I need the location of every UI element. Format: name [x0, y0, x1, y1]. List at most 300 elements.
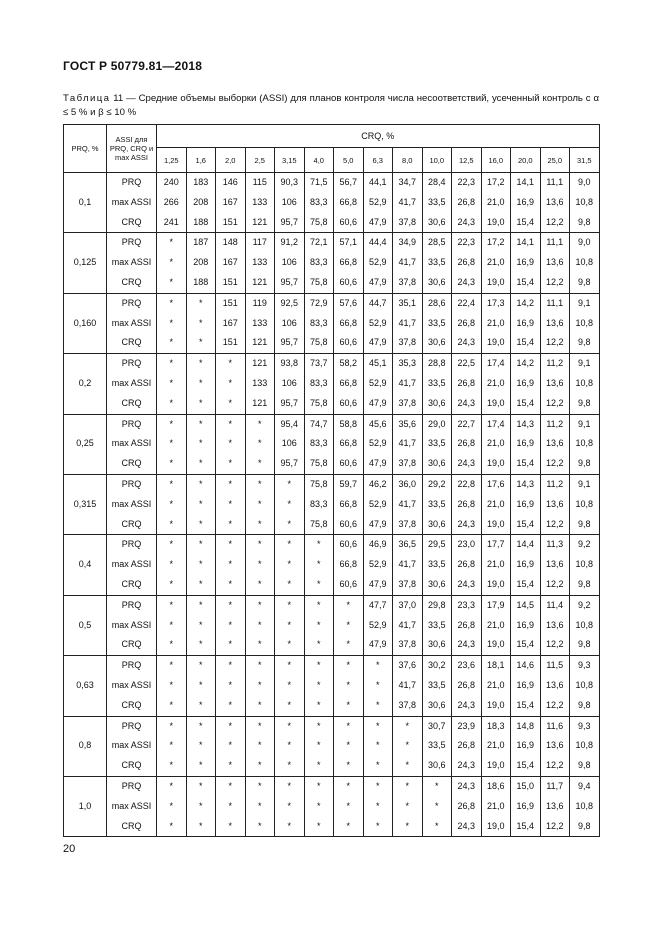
table-cell: 10,8: [570, 314, 600, 334]
table-cell: 60,6: [334, 394, 364, 414]
table-cell: 30,7: [422, 716, 452, 736]
table-cell: *: [275, 635, 305, 655]
table-cell: 11,5: [540, 656, 570, 676]
table-cell: *: [363, 776, 393, 796]
table-cell: 9,8: [570, 213, 600, 233]
table-cell: 26,8: [452, 193, 482, 213]
table-cell: 14,2: [511, 354, 541, 374]
table-cell: *: [334, 776, 364, 796]
table-cell: 47,7: [363, 595, 393, 615]
table-cell: *: [363, 716, 393, 736]
table-cell: 30,6: [422, 575, 452, 595]
table-cell: *: [363, 676, 393, 696]
table-cell: *: [157, 797, 187, 817]
table-cell: 21,0: [481, 193, 511, 213]
table-cell: 241: [157, 213, 187, 233]
prq-value: 0,160: [64, 293, 107, 353]
table-cell: 11,1: [540, 293, 570, 313]
crq-value-header: 3,15: [275, 148, 305, 173]
table-cell: 33,5: [422, 253, 452, 273]
table-cell: 9,8: [570, 817, 600, 837]
table-cell: *: [393, 756, 423, 776]
table-cell: 10,8: [570, 253, 600, 273]
table-cell: 19,0: [481, 756, 511, 776]
table-cell: 30,6: [422, 756, 452, 776]
table-cell: 16,9: [511, 374, 541, 394]
table-cell: *: [304, 817, 334, 837]
table-cell: *: [157, 354, 187, 374]
table-cell: 66,8: [334, 193, 364, 213]
table-cell: 266: [157, 193, 187, 213]
table-cell: *: [186, 515, 216, 535]
table-cell: 208: [186, 253, 216, 273]
table-cell: 52,9: [363, 555, 393, 575]
table-cell: *: [245, 454, 275, 474]
table-cell: *: [186, 474, 216, 494]
table-cell: *: [186, 293, 216, 313]
table-cell: 24,3: [452, 333, 482, 353]
table-cell: 22,8: [452, 474, 482, 494]
table-cell: 41,7: [393, 374, 423, 394]
table-cell: 36,0: [393, 474, 423, 494]
table-cell: *: [334, 797, 364, 817]
row-type-label: CRQ: [107, 696, 157, 716]
table-cell: 33,5: [422, 374, 452, 394]
table-cell: *: [186, 454, 216, 474]
table-cell: 14,4: [511, 535, 541, 555]
table-cell: 11,1: [540, 233, 570, 253]
table-cell: *: [275, 656, 305, 676]
table-cell: 22,7: [452, 414, 482, 434]
table-cell: 34,7: [393, 173, 423, 193]
table-cell: 121: [245, 354, 275, 374]
table-cell: 23,0: [452, 535, 482, 555]
table-cell: 26,8: [452, 555, 482, 575]
row-type-label: PRQ: [107, 716, 157, 736]
row-type-label: CRQ: [107, 515, 157, 535]
table-cell: *: [275, 797, 305, 817]
table-cell: 60,6: [334, 575, 364, 595]
table-cell: *: [304, 776, 334, 796]
table-cell: 15,4: [511, 333, 541, 353]
table-cell: 21,0: [481, 314, 511, 334]
table-cell: 18,1: [481, 656, 511, 676]
table-cell: 41,7: [393, 676, 423, 696]
table-cell: 10,8: [570, 193, 600, 213]
table-cell: 9,8: [570, 273, 600, 293]
table-cell: 90,3: [275, 173, 305, 193]
table-cell: *: [245, 635, 275, 655]
table-cell: 23,6: [452, 656, 482, 676]
table-cell: 23,3: [452, 595, 482, 615]
crq-value-header: 4,0: [304, 148, 334, 173]
table-cell: *: [275, 736, 305, 756]
table-row: [64, 595, 600, 615]
table-cell: *: [186, 595, 216, 615]
table-cell: 22,3: [452, 233, 482, 253]
table-cell: 16,9: [511, 736, 541, 756]
table-cell: 75,8: [304, 515, 334, 535]
table-cell: 52,9: [363, 495, 393, 515]
table-cell: 9,2: [570, 595, 600, 615]
table-cell: 36,5: [393, 535, 423, 555]
caption-label: Таблица: [63, 93, 111, 104]
table-cell: 37,8: [393, 394, 423, 414]
table-cell: *: [216, 474, 246, 494]
row-type-label: PRQ: [107, 233, 157, 253]
row-type-label: max ASSI: [107, 736, 157, 756]
row-type-label: max ASSI: [107, 555, 157, 575]
table-cell: 72,1: [304, 233, 334, 253]
table-cell: *: [157, 535, 187, 555]
table-cell: 26,8: [452, 736, 482, 756]
row-type-label: CRQ: [107, 635, 157, 655]
table-cell: *: [275, 575, 305, 595]
table-cell: 30,2: [422, 656, 452, 676]
table-cell: *: [157, 716, 187, 736]
table-cell: 73,7: [304, 354, 334, 374]
row-type-label: max ASSI: [107, 253, 157, 273]
table-cell: *: [157, 575, 187, 595]
table-cell: 24,3: [452, 213, 482, 233]
table-cell: 12,2: [540, 394, 570, 414]
table-cell: 30,6: [422, 454, 452, 474]
prq-value: 0,8: [64, 716, 107, 776]
table-cell: *: [186, 535, 216, 555]
table-cell: 14,8: [511, 716, 541, 736]
table-cell: 57,6: [334, 293, 364, 313]
table-cell: 60,6: [334, 213, 364, 233]
table-cell: *: [304, 756, 334, 776]
table-cell: *: [245, 716, 275, 736]
table-body: [64, 173, 600, 837]
table-cell: 30,6: [422, 333, 452, 353]
table-cell: *: [334, 696, 364, 716]
table-cell: *: [216, 374, 246, 394]
table-cell: *: [157, 817, 187, 837]
table-cell: 11,1: [540, 173, 570, 193]
table-cell: *: [186, 575, 216, 595]
table-cell: 12,2: [540, 213, 570, 233]
table-cell: 60,6: [334, 273, 364, 293]
table-cell: 15,4: [511, 213, 541, 233]
table-cell: *: [186, 817, 216, 837]
table-row: [64, 434, 600, 454]
table-cell: 26,8: [452, 797, 482, 817]
table-row: [64, 776, 600, 796]
table-cell: 33,5: [422, 193, 452, 213]
crq-value-header: 2,0: [216, 148, 246, 173]
table-cell: 106: [275, 374, 305, 394]
table-cell: 10,8: [570, 616, 600, 636]
table-cell: 12,2: [540, 635, 570, 655]
table-cell: 9,8: [570, 635, 600, 655]
table-cell: *: [186, 776, 216, 796]
table-cell: 12,2: [540, 333, 570, 353]
table-cell: 9,2: [570, 535, 600, 555]
table-cell: 151: [216, 333, 246, 353]
table-cell: *: [186, 696, 216, 716]
table-cell: 24,3: [452, 273, 482, 293]
table-cell: 28,6: [422, 293, 452, 313]
table-cell: *: [245, 676, 275, 696]
row-type-label: CRQ: [107, 213, 157, 233]
table-cell: *: [216, 394, 246, 414]
table-cell: 19,0: [481, 817, 511, 837]
table-cell: 52,9: [363, 253, 393, 273]
table-cell: *: [157, 696, 187, 716]
table-cell: 26,8: [452, 434, 482, 454]
table-cell: *: [216, 656, 246, 676]
table-row: [64, 535, 600, 555]
table-cell: 10,8: [570, 374, 600, 394]
table-cell: 13,6: [540, 555, 570, 575]
table-cell: 28,5: [422, 233, 452, 253]
table-cell: 66,8: [334, 434, 364, 454]
table-cell: 75,8: [304, 333, 334, 353]
table-cell: 18,6: [481, 776, 511, 796]
table-caption: [63, 92, 599, 120]
row-type-label: PRQ: [107, 656, 157, 676]
table-cell: 188: [186, 213, 216, 233]
table-cell: 16,9: [511, 797, 541, 817]
table-cell: 10,8: [570, 555, 600, 575]
table-cell: *: [186, 635, 216, 655]
table-cell: *: [157, 616, 187, 636]
table-cell: *: [304, 555, 334, 575]
table-cell: *: [157, 676, 187, 696]
table-cell: 14,2: [511, 293, 541, 313]
table-row: [64, 173, 600, 193]
table-cell: 16,9: [511, 193, 541, 213]
table-cell: 167: [216, 314, 246, 334]
table-cell: 133: [245, 193, 275, 213]
table-cell: 12,2: [540, 817, 570, 837]
table-cell: 35,6: [393, 414, 423, 434]
table-cell: 83,3: [304, 374, 334, 394]
table-cell: 33,5: [422, 434, 452, 454]
table-cell: *: [304, 797, 334, 817]
row-type-label: PRQ: [107, 535, 157, 555]
row-type-label: max ASSI: [107, 676, 157, 696]
table-cell: 75,8: [304, 213, 334, 233]
table-cell: *: [275, 616, 305, 636]
table-cell: *: [157, 495, 187, 515]
table-cell: *: [216, 515, 246, 535]
table-cell: 15,4: [511, 515, 541, 535]
row-type-label: max ASSI: [107, 434, 157, 454]
table-cell: 45,1: [363, 354, 393, 374]
table-cell: 56,7: [334, 173, 364, 193]
table-cell: 37,8: [393, 454, 423, 474]
table-cell: 95,7: [275, 273, 305, 293]
prq-value: 0,4: [64, 535, 107, 595]
assi-table: [63, 124, 600, 837]
table-cell: 16,9: [511, 253, 541, 273]
table-cell: 15,4: [511, 696, 541, 716]
table-cell: 9,8: [570, 394, 600, 414]
table-cell: *: [334, 595, 364, 615]
table-cell: 92,5: [275, 293, 305, 313]
table-row: [64, 333, 600, 353]
table-cell: 12,2: [540, 575, 570, 595]
table-cell: *: [422, 776, 452, 796]
table-cell: *: [304, 575, 334, 595]
table-cell: 37,8: [393, 696, 423, 716]
table-cell: 106: [275, 314, 305, 334]
table-cell: 13,6: [540, 736, 570, 756]
table-cell: 24,3: [452, 575, 482, 595]
table-cell: 71,5: [304, 173, 334, 193]
table-row: [64, 273, 600, 293]
table-row: [64, 756, 600, 776]
table-cell: 47,9: [363, 454, 393, 474]
crq-value-header: 2,5: [245, 148, 275, 173]
table-cell: *: [334, 756, 364, 776]
table-cell: *: [216, 616, 246, 636]
table-cell: *: [157, 736, 187, 756]
table-cell: 16,9: [511, 676, 541, 696]
table-cell: 66,8: [334, 253, 364, 273]
table-cell: 106: [275, 193, 305, 213]
table-cell: 83,3: [304, 193, 334, 213]
table-cell: 9,8: [570, 756, 600, 776]
crq-value-header: 12,5: [452, 148, 482, 173]
table-cell: *: [304, 676, 334, 696]
table-cell: *: [363, 696, 393, 716]
crq-value-header: 16,0: [481, 148, 511, 173]
table-cell: *: [245, 595, 275, 615]
table-cell: 14,1: [511, 233, 541, 253]
prq-value: 0,25: [64, 414, 107, 474]
row-type-label: max ASSI: [107, 797, 157, 817]
table-cell: 41,7: [393, 314, 423, 334]
crq-value-header: 25,0: [540, 148, 570, 173]
table-cell: 35,1: [393, 293, 423, 313]
table-cell: 106: [275, 434, 305, 454]
table-row: [64, 414, 600, 434]
table-cell: *: [245, 756, 275, 776]
table-cell: 17,4: [481, 354, 511, 374]
table-cell: 133: [245, 314, 275, 334]
row-type-label: CRQ: [107, 394, 157, 414]
table-cell: *: [216, 736, 246, 756]
table-cell: *: [245, 535, 275, 555]
table-row: [64, 575, 600, 595]
table-cell: 60,6: [334, 515, 364, 535]
table-cell: *: [393, 736, 423, 756]
table-cell: *: [245, 776, 275, 796]
table-cell: 18,3: [481, 716, 511, 736]
table-cell: 26,8: [452, 314, 482, 334]
row-type-label: max ASSI: [107, 193, 157, 213]
table-cell: 30,6: [422, 696, 452, 716]
table-cell: *: [363, 756, 393, 776]
table-cell: 33,5: [422, 616, 452, 636]
table-cell: 41,7: [393, 434, 423, 454]
table-cell: *: [216, 495, 246, 515]
table-cell: 21,0: [481, 495, 511, 515]
table-cell: 33,5: [422, 676, 452, 696]
table-cell: 12,2: [540, 515, 570, 535]
table-cell: 37,8: [393, 635, 423, 655]
table-cell: 9,8: [570, 575, 600, 595]
table-cell: 11,3: [540, 535, 570, 555]
table-cell: 11,2: [540, 474, 570, 494]
table-cell: 19,0: [481, 635, 511, 655]
table-cell: 58,2: [334, 354, 364, 374]
table-cell: *: [304, 656, 334, 676]
table-cell: 66,8: [334, 314, 364, 334]
table-cell: 95,7: [275, 394, 305, 414]
table-cell: 74,7: [304, 414, 334, 434]
table-cell: 21,0: [481, 374, 511, 394]
table-cell: 19,0: [481, 394, 511, 414]
table-cell: *: [186, 434, 216, 454]
table-cell: 30,6: [422, 635, 452, 655]
table-cell: 151: [216, 293, 246, 313]
table-cell: 75,8: [304, 454, 334, 474]
table-cell: *: [157, 635, 187, 655]
table-cell: *: [245, 515, 275, 535]
row-type-label: max ASSI: [107, 374, 157, 394]
table-cell: 24,3: [452, 635, 482, 655]
table-cell: 47,9: [363, 213, 393, 233]
table-cell: 9,3: [570, 716, 600, 736]
table-cell: 66,8: [334, 495, 364, 515]
table-cell: 14,3: [511, 414, 541, 434]
table-cell: 13,6: [540, 676, 570, 696]
table-cell: *: [216, 696, 246, 716]
table-cell: *: [216, 797, 246, 817]
table-cell: 26,8: [452, 374, 482, 394]
table-cell: 95,4: [275, 414, 305, 434]
table-row: [64, 495, 600, 515]
table-cell: 22,4: [452, 293, 482, 313]
table-cell: 12,2: [540, 273, 570, 293]
table-cell: 93,8: [275, 354, 305, 374]
table-cell: 10,8: [570, 495, 600, 515]
table-cell: 24,3: [452, 515, 482, 535]
table-cell: 9,1: [570, 474, 600, 494]
table-cell: 10,8: [570, 434, 600, 454]
table-cell: 13,6: [540, 797, 570, 817]
table-cell: *: [186, 394, 216, 414]
table-cell: 21,0: [481, 616, 511, 636]
table-cell: *: [304, 696, 334, 716]
table-cell: *: [393, 716, 423, 736]
table-cell: *: [245, 474, 275, 494]
table-cell: 15,4: [511, 394, 541, 414]
table-cell: 24,3: [452, 696, 482, 716]
table-cell: 13,6: [540, 434, 570, 454]
table-cell: *: [422, 817, 452, 837]
table-row: [64, 696, 600, 716]
table-cell: *: [275, 776, 305, 796]
row-type-label: max ASSI: [107, 616, 157, 636]
table-cell: 121: [245, 394, 275, 414]
table-cell: 47,9: [363, 515, 393, 535]
table-cell: *: [157, 776, 187, 796]
table-cell: 183: [186, 173, 216, 193]
table-cell: 16,9: [511, 314, 541, 334]
table-row: [64, 394, 600, 414]
row-type-label: PRQ: [107, 354, 157, 374]
table-cell: 9,0: [570, 173, 600, 193]
table-row: [64, 253, 600, 273]
table-row: [64, 474, 600, 494]
table-cell: 59,7: [334, 474, 364, 494]
